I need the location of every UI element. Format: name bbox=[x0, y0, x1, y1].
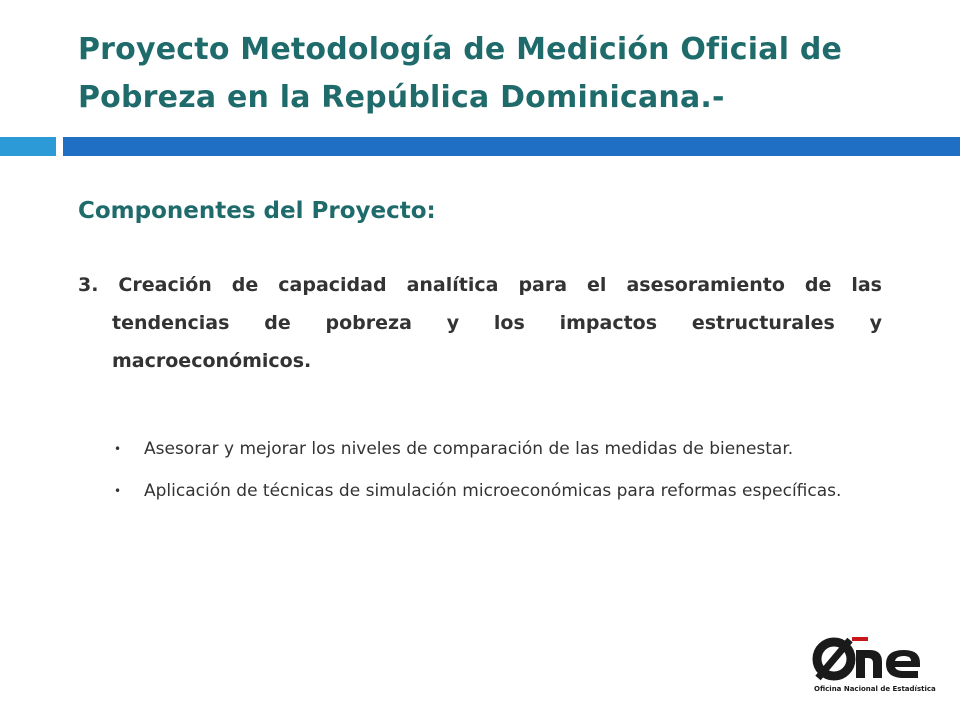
bullet-icon: • bbox=[114, 442, 122, 456]
list-item bbox=[112, 476, 882, 506]
sub-item-text: Asesorar y mejorar los niveles de comparación de las medidas de bienestar. bbox=[144, 439, 794, 459]
logo-caption: Oficina Nacional de Estadística bbox=[814, 685, 936, 693]
component-item: 3. Creación de capacidad analítica para el asesoramiento de las tendencias de pobreza y los impactos estructurales y macroeconómicos. bbox=[78, 274, 882, 372]
title-divider-accent bbox=[0, 137, 56, 156]
list-item bbox=[112, 434, 882, 464]
sub-item-text: Aplicación de técnicas de simulación microeconómicas para reformas específicas. bbox=[144, 481, 842, 501]
one-logo bbox=[812, 636, 936, 698]
title-divider-bar bbox=[63, 137, 960, 156]
one-logo-mark bbox=[812, 636, 924, 682]
section-heading: Componentes del Proyecto: bbox=[78, 198, 436, 224]
bullet-icon: • bbox=[114, 484, 122, 498]
sub-item-list bbox=[112, 434, 882, 518]
slide-title: Proyecto Metodología de Medición Oficial de Pobreza en la República Dominicana.- bbox=[78, 32, 843, 115]
